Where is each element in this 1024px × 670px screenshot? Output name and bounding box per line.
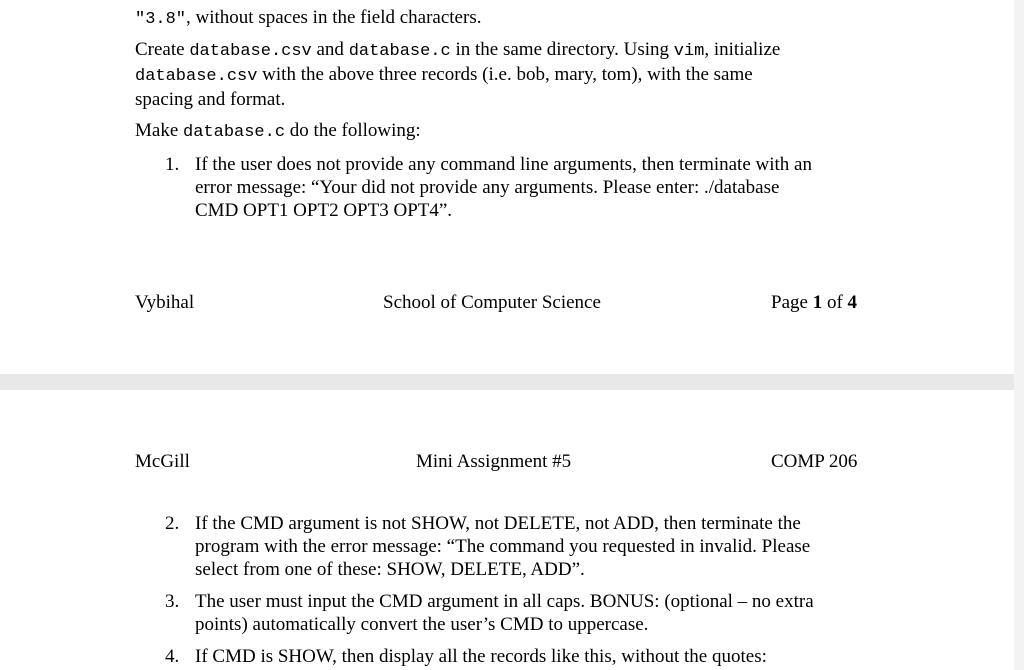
list-number: 1. (165, 154, 180, 175)
list-item-line: The user must input the CMD argument in all caps. BONUS: (optional – no extra (195, 591, 814, 612)
list-item-line: error message: “Your did not provide any arguments. Please enter: ./database (195, 177, 780, 198)
header-institution: McGill (135, 451, 190, 472)
footer-page-number: Page 1 of 4 (771, 292, 858, 313)
list-item-line: program with the error message: “The command you requested in invalid. Please (195, 536, 811, 557)
text-line-make-database: Make database.c do the following: (135, 120, 421, 142)
inline-code: vim (673, 42, 705, 61)
header-assignment: Mini Assignment #5 (416, 451, 572, 472)
text-line-field-characters: "3.8", without spaces in the field characters. (135, 7, 482, 29)
header-course: COMP 206 (771, 451, 858, 472)
scrollbar-track[interactable] (1014, 0, 1024, 670)
inline-code: database.c (348, 42, 451, 61)
list-item-line: If the user does not provide any command line arguments, then terminate with an (195, 154, 812, 175)
text-line-initialize-records: database.csv with the above three records (i.e. bob, mary, tom), with the same (135, 64, 753, 86)
list-number: 4. (165, 646, 180, 667)
inline-code: "3.8" (135, 10, 187, 29)
footer-author: Vybihal (135, 292, 195, 313)
text-line-create-files: Create database.csv and database.c in the same directory. Using vim, initialize (135, 39, 781, 61)
document-page-2 (0, 390, 1014, 670)
list-number: 2. (165, 513, 180, 534)
inline-code: database.csv (135, 67, 258, 86)
list-number: 3. (165, 591, 180, 612)
list-item-line: If the CMD argument is not SHOW, not DELETE, not ADD, then terminate the (195, 513, 801, 534)
inline-code: database.csv (189, 42, 312, 61)
list-item-line: If CMD is SHOW, then display all the records like this, without the quotes: (195, 646, 767, 667)
list-item-line: CMD OPT1 OPT2 OPT3 OPT4”. (195, 200, 453, 221)
list-item-line: points) automatically convert the user’s CMD to uppercase. (195, 614, 649, 635)
text-line-spacing-format: spacing and format. (135, 89, 286, 110)
list-item-line: select from one of these: SHOW, DELETE, ADD”. (195, 559, 585, 580)
inline-code: database.c (183, 123, 286, 142)
footer-school: School of Computer Science (383, 292, 601, 313)
